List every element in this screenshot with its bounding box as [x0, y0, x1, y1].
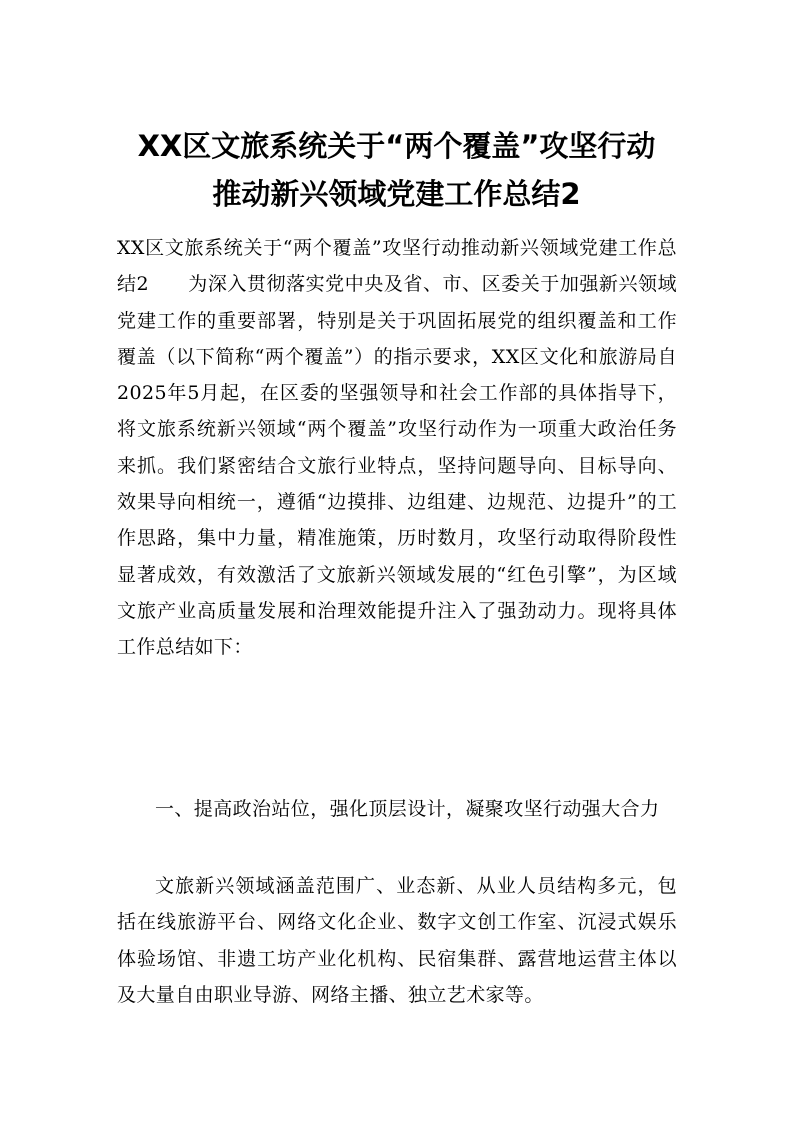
- intro-paragraph: XX区文旅系统关于“两个覆盖”攻坚行动推动新兴领域党建工作总结2 为深入贯彻落实党中央及省、市、区委关于加强新兴领域党建工作的重要部署，特别是关于巩固拓展党的组织覆盖和工作覆盖（以下简称“两个覆盖”）的指示要求，XX区文化和旅游局自2025年5月起，在区委的坚强领导和社会工作部的具体指导下，将文旅系统新兴领域“两个覆盖”攻坚行动作为一项重大政治任务来抓。我们紧密结合文旅行业特点，坚持问题导向、目标导向、效果导向相统一，遵循“边摸排、边组建、边规范、边提升”的工作思路，集中力量，精准施策，历时数月，攻坚行动取得阶段性显著成效，有效激活了文旅新兴领域发展的“红色引擎”，为区域文旅产业高质量发展和治理效能提升注入了强劲动力。现将具体工作总结如下：: [117, 237, 677, 659]
- document-title-line-2: 推动新兴领域党建工作总结2: [212, 177, 581, 211]
- document-title-line-1: XX区文旅系统关于“两个覆盖”攻坚行动: [137, 129, 656, 163]
- section-heading-1: 一、提高政治站位，强化顶层设计，凝聚攻坚行动强大合力: [155, 798, 660, 820]
- section-1-paragraph: 文旅新兴领域涵盖范围广、业态新、从业人员结构多元，包括在线旅游平台、网络文化企业、数字文创工作室、沉浸式娱乐体验场馆、非遗工坊产业化机构、民宿集群、露营地运营主体以及大量自由职业导游、网络主播、独立艺术家等。: [117, 875, 677, 1006]
